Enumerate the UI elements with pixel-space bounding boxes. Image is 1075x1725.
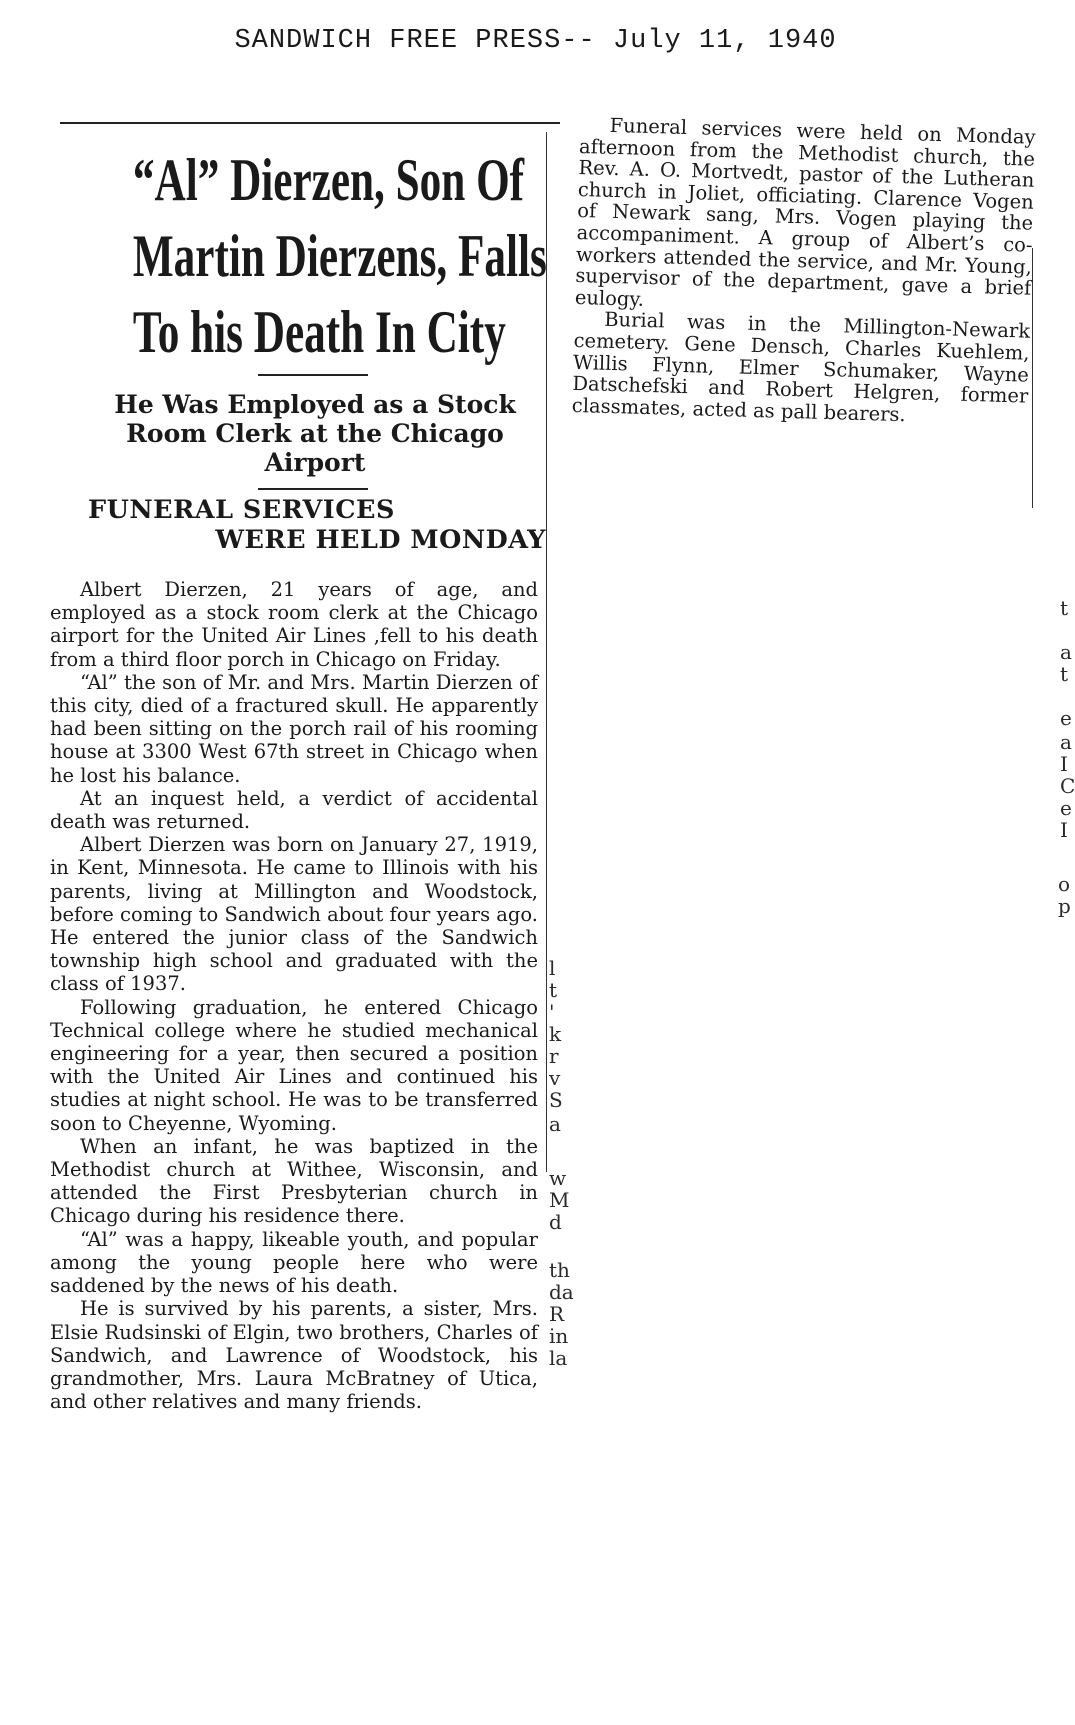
article-paragraph: He is survived by his parents, a sister, Mrs. Elsie Rudsinski of Elgin, two brothers, Charles of Sandwich, and Lawrence of Woodstock, his grandmother, Mrs. Laura McBratney of Utica, and other relatives and many friends. bbox=[50, 1297, 538, 1414]
edge-fragment: t bbox=[549, 978, 558, 1002]
subheadline-funeral-line-1: FUNERAL SERVICES bbox=[88, 495, 395, 525]
edge-fragment: l bbox=[549, 956, 556, 980]
headline-line-2: Martin Dierzens, Falls bbox=[132, 223, 547, 289]
edge-fragment: w bbox=[549, 1166, 567, 1190]
edge-fragment: I bbox=[1060, 752, 1068, 776]
edge-fragment: v bbox=[549, 1066, 561, 1090]
edge-fragment: la bbox=[549, 1346, 568, 1370]
edge-fragment: d bbox=[549, 1210, 562, 1234]
edge-fragment: o bbox=[1058, 872, 1071, 896]
headline-rule bbox=[258, 374, 368, 376]
edge-fragment: t bbox=[1060, 596, 1069, 620]
edge-fragment: t bbox=[1060, 662, 1069, 686]
edge-fragment: C bbox=[1060, 774, 1075, 798]
edge-fragment: in bbox=[549, 1324, 569, 1348]
article-continuation bbox=[572, 114, 1036, 429]
subheadline-employment: He Was Employed as a Stock Room Clerk at the Chicago Airport bbox=[114, 390, 516, 477]
article-body bbox=[50, 578, 538, 1413]
article-paragraph: “Al” the son of Mr. and Mrs. Martin Dierzen of this city, died of a fractured skull. He apparently had been sitting on the porch rail of his rooming house at 3300 West 67th street in Chicago when he lost his balance. bbox=[50, 670, 538, 787]
subheadline-funeral bbox=[78, 495, 548, 555]
article-paragraph: Albert Dierzen was born on January 27, 1919, in Kent, Minnesota. He came to Illinois with his parents, living at Millington and Woodstock, before coming to Sandwich about four years ago. He entered the junior class of the Sandwich township high school and graduated with the class of 1937. bbox=[50, 833, 538, 996]
article-paragraph: At an inquest held, a verdict of accidental death was returned. bbox=[50, 786, 538, 834]
edge-fragment: e bbox=[1060, 796, 1072, 820]
edge-fragment: I bbox=[1060, 818, 1068, 842]
column-divider-right bbox=[1032, 248, 1033, 508]
edge-fragment: da bbox=[549, 1280, 574, 1304]
article-paragraph: Albert Dierzen, 21 years of age, and employed as a stock room clerk at the Chicago airport for the United Air Lines ,fell to his death from a third floor porch in Chicago on Friday. bbox=[50, 578, 538, 671]
edge-fragment: th bbox=[549, 1258, 570, 1282]
edge-fragment: a bbox=[1060, 730, 1072, 754]
edge-fragment: e bbox=[1060, 706, 1072, 730]
headline-line-3: To his Death In City bbox=[132, 299, 506, 365]
continuation-paragraph: Funeral services were held on Monday afternoon from the Methodist church, the Rev. A. O. Mortvedt, pastor of the Lutheran church in Joliet, officiating. Clarence Vogen of Newark sang, Mrs. Vogen playing the accompaniment. A group of Albert’s co-workers attended the service, and Mr. Young, supervisor of the department, gave a brief eulogy. bbox=[574, 113, 1036, 311]
edge-fragment: M bbox=[549, 1188, 570, 1212]
article-paragraph: “Al” was a happy, likeable youth, and popular among the young people here who were saddened by the news of his death. bbox=[50, 1227, 538, 1298]
continuation-paragraph: Burial was in the Millington-Newark cemetery. Gene Densch, Charles Kuehlem, Willis Flynn, Elmer Schumaker, Wayne Datschefski and Robert Helgren, former classmates, acted as pall bearers. bbox=[571, 308, 1031, 426]
edge-fragment: p bbox=[1058, 894, 1071, 918]
headline-line-1: “Al” Dierzen, Son Of bbox=[132, 147, 525, 213]
edge-fragment: ' bbox=[549, 1000, 555, 1024]
edge-fragment: a bbox=[549, 1112, 561, 1136]
edge-fragment: a bbox=[1060, 640, 1072, 664]
edge-fragment: k bbox=[549, 1022, 562, 1046]
headline bbox=[65, 142, 550, 370]
subheadline-funeral-line-2: WERE HELD MONDAY bbox=[215, 525, 546, 555]
edge-fragment: R bbox=[549, 1302, 565, 1326]
edge-fragment: S bbox=[549, 1088, 563, 1112]
article-paragraph: Following graduation, he entered Chicago Technical college where he studied mechanical engineering for a year, then secured a position with the United Air Lines and continued his studies at night school. He was to be transferred soon to Cheyenne, Wyoming. bbox=[50, 995, 538, 1135]
subhead-rule bbox=[258, 488, 368, 490]
edge-fragment: r bbox=[549, 1044, 559, 1068]
masthead: SANDWICH FREE PRESS-- July 11, 1940 bbox=[234, 26, 837, 56]
top-rule bbox=[60, 122, 560, 124]
article-paragraph: When an infant, he was baptized in the Methodist church at Withee, Wisconsin, and attended the First Presbyterian church in Chicago during his residence there. bbox=[50, 1134, 538, 1228]
